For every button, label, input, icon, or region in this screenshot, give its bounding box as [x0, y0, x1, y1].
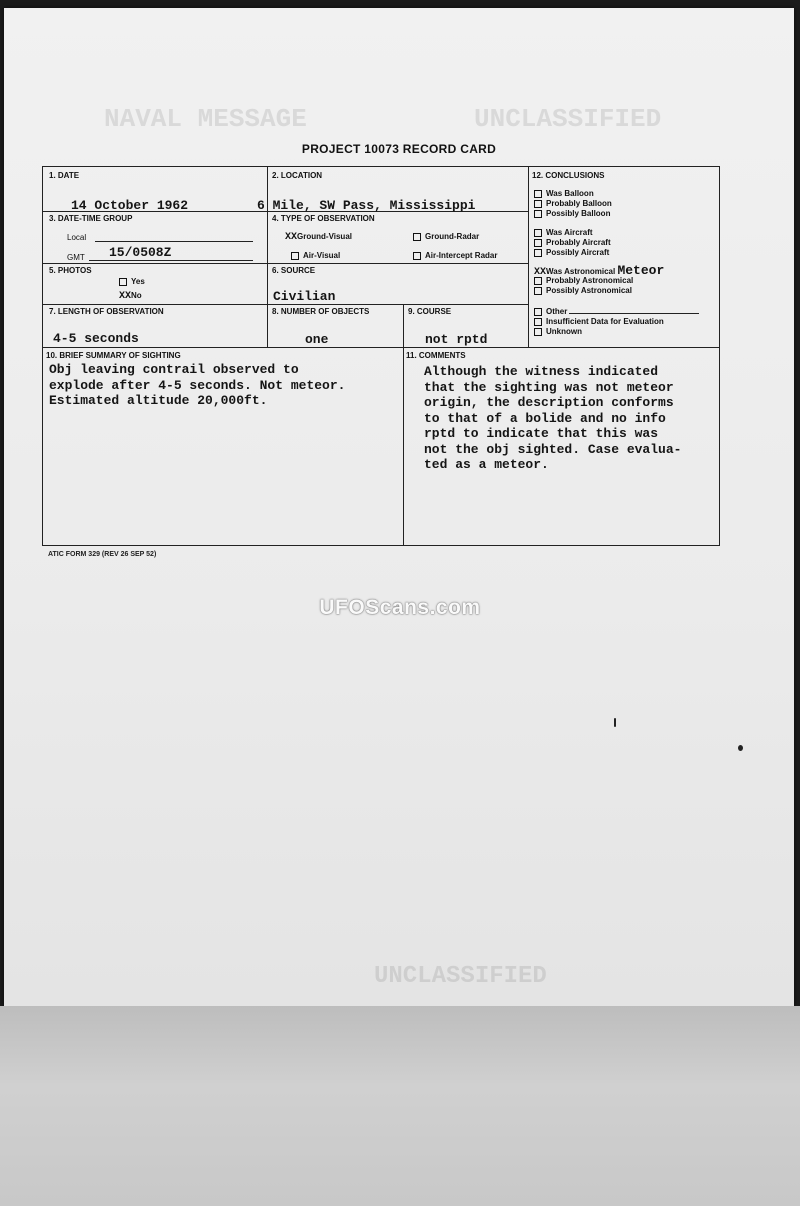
objects-label: 8. NUMBER OF OBJECTS: [272, 307, 370, 316]
comments-text: [424, 364, 681, 473]
form-number: ATIC FORM 329 (REV 26 SEP 52): [48, 551, 157, 558]
photos-label: 5. PHOTOS: [49, 266, 92, 275]
date-value: 14 October 1962: [71, 198, 189, 213]
conclusion-typed-note: Meteor: [617, 263, 665, 278]
observation-ground-radar: Ground-Radar: [413, 232, 479, 241]
gmt-label: GMT: [67, 253, 85, 262]
source-value: Civilian: [273, 289, 336, 304]
checkbox-icon: [534, 200, 542, 208]
scan-speck: [738, 745, 743, 751]
astronomical-mark: XX: [534, 267, 547, 278]
comments-line: to that of a bolide and no info: [424, 410, 666, 426]
comments-label: 11. COMMENTS: [406, 351, 466, 360]
summary-line: Estimated altitude 20,000ft.: [49, 393, 268, 408]
comments-line: Although the witness indicated: [424, 364, 659, 379]
checkbox-icon: [534, 249, 542, 257]
record-card: [42, 166, 720, 546]
comments-line: not the obj sighted. Case evalua-: [424, 441, 682, 457]
location-value: 6 Mile, SW Pass, Mississippi: [257, 198, 476, 213]
length-label: 7. LENGTH OF OBSERVATION: [49, 307, 164, 316]
checkbox-icon: [534, 287, 542, 295]
checkbox-icon: [534, 229, 542, 237]
comments-line: that the sighting was not meteor: [424, 379, 674, 395]
bleed-through-unclassified-bottom: UNCLASSIFIED: [374, 963, 547, 990]
conclusions-other-group: Other Insufficient Data for Evaluation Unknown: [534, 307, 699, 337]
card-title: PROJECT 10073 RECORD CARD: [301, 142, 497, 156]
location-label: 2. LOCATION: [272, 171, 323, 180]
checkbox-icon: [534, 239, 542, 247]
type-of-observation-label: 4. TYPE OF OBSERVATION: [272, 214, 375, 223]
checkbox-icon: [534, 328, 542, 336]
summary-line: explode after 4-5 seconds. Not meteor.: [49, 377, 346, 393]
scan-speck: [614, 718, 616, 727]
photos-yes: Yes: [119, 277, 145, 286]
course-value: not rptd: [425, 332, 488, 347]
photos-no-mark: XX: [119, 291, 132, 302]
bleed-through-naval-message: NAVAL MESSAGE: [104, 104, 307, 134]
summary-text: [49, 362, 345, 409]
conclusions-label: 12. CONCLUSIONS: [532, 171, 605, 180]
source-label: 6. SOURCE: [272, 266, 316, 275]
gmt-value: 15/0508Z: [109, 245, 172, 260]
checkbox-icon: [291, 252, 299, 260]
course-label: 9. COURSE: [408, 307, 452, 316]
photos-no: XXNo: [119, 291, 142, 302]
checkbox-icon: [534, 190, 542, 198]
comments-line: ted as a meteor.: [424, 457, 549, 472]
checkbox-icon: [119, 278, 127, 286]
summary-label: 10. BRIEF SUMMARY OF SIGHTING: [46, 351, 181, 360]
length-value: 4-5 seconds: [53, 331, 139, 346]
comments-line: rptd to indicate that this was: [424, 426, 659, 441]
checkbox-icon: [413, 252, 421, 260]
local-label: Local: [67, 233, 87, 242]
observation-ground-visual: XXGround-Visual: [285, 232, 352, 243]
summary-line: Obj leaving contrail observed to: [49, 362, 299, 377]
conclusions-astronomical-group: XXWas Astronomical Meteor Probably Astronomical Possibly Astronomical: [534, 263, 665, 295]
observation-air-visual: Air-Visual: [291, 251, 340, 260]
scan-background: [0, 1006, 800, 1206]
checkbox-icon: [534, 308, 542, 316]
conclusions-aircraft-group: Was Aircraft Probably Aircraft Possibly Aircraft: [534, 228, 611, 258]
date-time-group-label: 3. DATE-TIME GROUP: [49, 214, 133, 223]
checkbox-icon: [534, 318, 542, 326]
checkbox-icon: [534, 210, 542, 218]
checkbox-icon: [413, 233, 421, 241]
bleed-through-unclassified-top: UNCLASSIFIED: [474, 104, 662, 134]
observation-air-intercept-radar: Air-Intercept Radar: [413, 251, 497, 260]
checkbox-icon: [534, 277, 542, 285]
watermark: UFOScans.com: [319, 596, 481, 619]
conclusions-balloon-group: Was Balloon Probably Balloon Possibly Balloon: [534, 189, 612, 219]
ground-visual-mark: XX: [285, 232, 298, 243]
date-label: 1. DATE: [49, 171, 80, 180]
comments-line: origin, the description conforms: [424, 395, 674, 410]
objects-value: one: [305, 332, 329, 347]
